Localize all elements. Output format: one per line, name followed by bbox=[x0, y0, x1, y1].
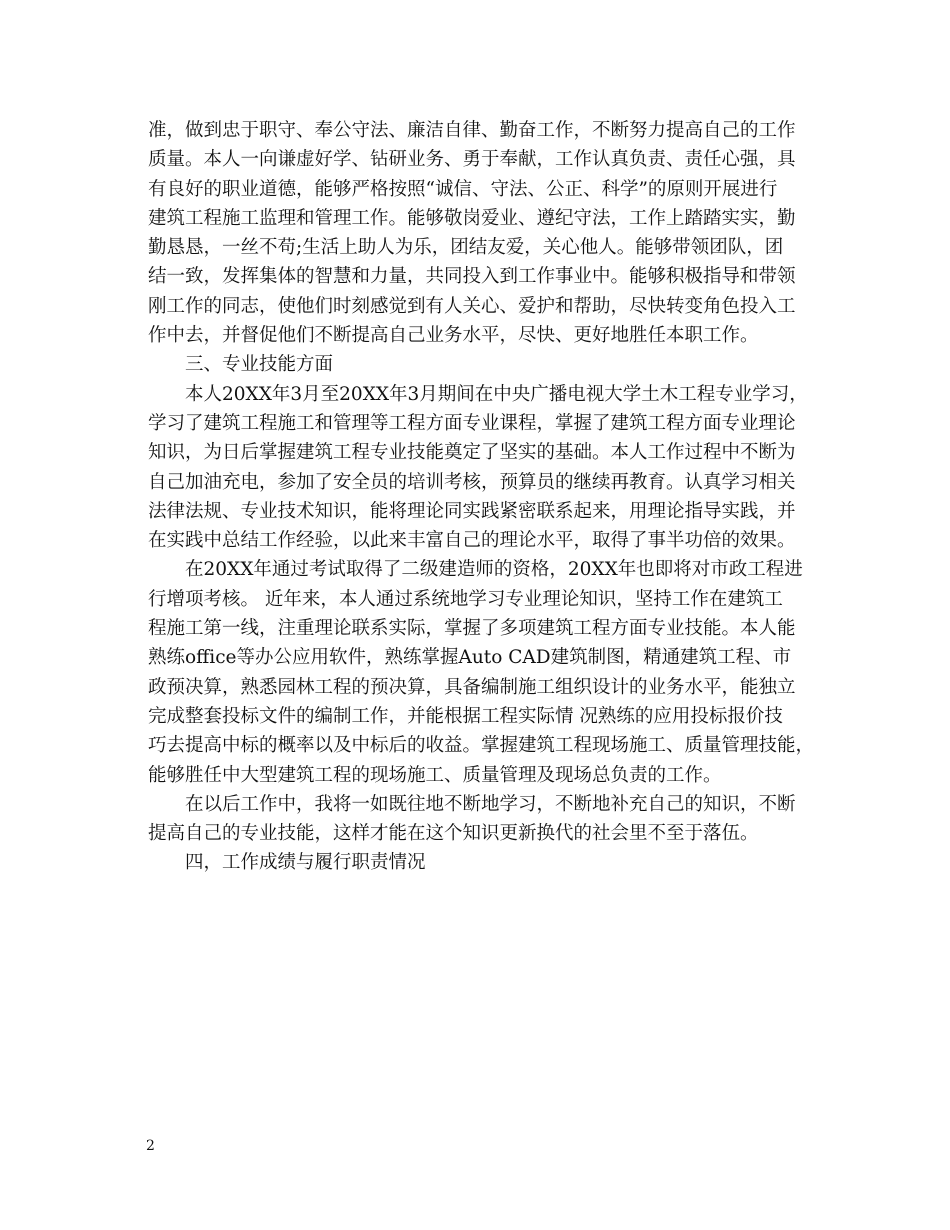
text-line: 准，做到忠于职守、奉公守法、廉洁自律、勤奋工作，不断努力提高自己的工作 bbox=[148, 120, 796, 141]
text-line: 巧去提高中标的概率以及中标后的收益。掌握建筑工程现场施工、质量管理技能， bbox=[148, 735, 815, 757]
text-line: 在20XX年通过考试取得了二级建造师的资格，20XX年也即将对市政工程进 bbox=[185, 559, 803, 581]
text-line: 知识，为日后掌握建筑工程专业技能奠定了坚实的基础。本人工作过程中不断为 bbox=[148, 442, 796, 464]
text-line: 本人20XX年3月至20XX年3月期间在中央广播电视大学土木工程专业学习， bbox=[185, 383, 808, 405]
text-line: 结一致，发挥集体的智慧和力量，共同投入到工作事业中。能够积极指导和带领 bbox=[148, 266, 796, 288]
text-line: 有良好的职业道德，能够严格按照“诚信、守法、公正、科学”的原则开展进行 bbox=[148, 178, 778, 200]
text-line: 政预决算，熟悉园林工程的预决算，具备编制施工组织设计的业务水平，能独立 bbox=[148, 676, 796, 698]
text-line: 学习了建筑工程施工和管理等工程方面专业课程，掌握了建筑工程方面专业理论 bbox=[148, 412, 796, 434]
text-line: 法律法规、专业技术知识，能将理论同实践紧密联系起来，用理论指导实践，并 bbox=[148, 500, 796, 522]
text-line: 在实践中总结工作经验，以此来丰富自己的理论水平，取得了事半功倍的效果。 bbox=[148, 530, 796, 552]
text-line: 自己加油充电，参加了安全员的培训考核，预算员的继续再教育。认真学习相关 bbox=[148, 471, 796, 493]
page-number: 2 bbox=[146, 1138, 155, 1154]
text-line: 行增项考核。 近年来，本人通过系统地学习专业理论知识，坚持工作在建筑工 bbox=[148, 588, 783, 610]
section-heading: 四，工作成绩与履行职责情况 bbox=[185, 852, 426, 874]
document-body bbox=[148, 116, 815, 878]
text-line: 建筑工程施工监理和管理工作。能够敬岗爱业、遵纪守法，工作上踏踏实实，勤 bbox=[148, 207, 796, 229]
text-line: 勤恳恳，一丝不苟;生活上助人为乐，团结友爱，关心他人。能够带领团队，团 bbox=[148, 237, 784, 259]
text-line: 作中去，并督促他们不断提高自己业务水平，尽快、更好地胜任本职工作。 bbox=[148, 325, 759, 347]
text-line: 程施工第一线，注重理论联系实际，掌握了多项建筑工程方面专业技能。本人能 bbox=[148, 618, 796, 640]
text-line: 熟练office等办公应用软件，熟练掌握Auto CAD建筑制图，精通建筑工程、市 bbox=[148, 647, 792, 669]
text-line: 能够胜任中大型建筑工程的现场施工、质量管理及现场总负责的工作。 bbox=[148, 764, 722, 786]
text-line: 在以后工作中，我将一如既往地不断地学习，不断地补充自己的知识，不断 bbox=[185, 793, 796, 815]
text-line: 提高自己的专业技能，这样才能在这个知识更新换代的社会里不至于落伍。 bbox=[148, 823, 759, 845]
text-line: 完成整套投标文件的编制工作，并能根据工程实际情 况熟练的应用投标报价技 bbox=[148, 705, 783, 727]
text-line: 刚工作的同志，使他们时刻感觉到有人关心、爱护和帮助，尽快转变角色投入工 bbox=[148, 295, 796, 317]
section-heading: 三、专业技能方面 bbox=[185, 354, 334, 376]
text-line: 质量。本人一向谦虚好学、钻研业务、勇于奉献，工作认真负责、责任心强，具 bbox=[148, 149, 796, 171]
